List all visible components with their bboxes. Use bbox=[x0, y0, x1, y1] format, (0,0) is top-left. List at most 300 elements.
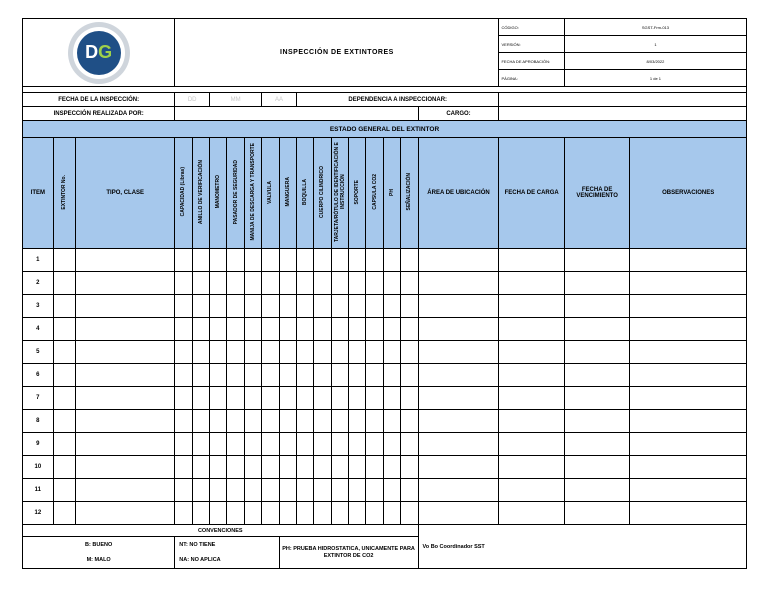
row-cell[interactable] bbox=[175, 433, 192, 456]
col-vencimiento: FECHA DE VENCIMIENTO bbox=[564, 138, 629, 249]
col-area: ÁREA DE UBICACIÓN bbox=[418, 138, 499, 249]
row-cell[interactable] bbox=[401, 295, 418, 318]
row-cell[interactable] bbox=[175, 272, 192, 295]
row-cell[interactable] bbox=[418, 502, 499, 525]
dependencia-label: DEPENDENCIA A INSPECCIONAR: bbox=[296, 93, 499, 107]
row-cell[interactable] bbox=[227, 249, 244, 272]
row-cell[interactable] bbox=[383, 387, 400, 410]
row-cell[interactable] bbox=[262, 318, 279, 341]
row-cell[interactable] bbox=[630, 479, 747, 502]
row-cell[interactable] bbox=[401, 479, 418, 502]
row-item-number: 9 bbox=[23, 433, 54, 456]
row-cell[interactable] bbox=[262, 249, 279, 272]
row-cell[interactable] bbox=[296, 502, 313, 525]
row-cell[interactable] bbox=[210, 295, 227, 318]
row-item-number: 5 bbox=[23, 341, 54, 364]
row-cell[interactable] bbox=[279, 249, 296, 272]
row-cell[interactable] bbox=[262, 456, 279, 479]
row-cell[interactable] bbox=[314, 410, 331, 433]
row-cell[interactable] bbox=[349, 410, 366, 433]
row-cell[interactable] bbox=[76, 295, 175, 318]
row-cell[interactable] bbox=[383, 295, 400, 318]
conv-nt: NT: NO TIENE bbox=[175, 537, 279, 553]
row-cell[interactable] bbox=[331, 249, 348, 272]
row-cell[interactable] bbox=[564, 364, 629, 387]
row-cell[interactable] bbox=[296, 249, 313, 272]
date-year-field[interactable]: AA bbox=[262, 93, 297, 107]
table-row bbox=[23, 341, 747, 364]
row-cell[interactable] bbox=[262, 272, 279, 295]
row-cell[interactable] bbox=[210, 410, 227, 433]
row-cell[interactable] bbox=[314, 272, 331, 295]
row-cell[interactable] bbox=[564, 318, 629, 341]
row-cell[interactable] bbox=[366, 249, 383, 272]
row-cell[interactable] bbox=[401, 364, 418, 387]
row-cell[interactable] bbox=[296, 341, 313, 364]
row-cell[interactable] bbox=[76, 341, 175, 364]
row-cell[interactable] bbox=[349, 318, 366, 341]
row-cell[interactable] bbox=[296, 456, 313, 479]
row-cell[interactable] bbox=[296, 387, 313, 410]
row-cell[interactable] bbox=[210, 479, 227, 502]
row-cell[interactable] bbox=[53, 387, 75, 410]
col-v4: MANIJA DE DESCARGA Y TRANSPORTE bbox=[244, 138, 261, 249]
section-title: ESTADO GENERAL DEL EXTINTOR bbox=[23, 121, 747, 138]
row-cell[interactable] bbox=[244, 410, 261, 433]
row-cell[interactable] bbox=[53, 364, 75, 387]
row-cell[interactable] bbox=[244, 318, 261, 341]
row-cell[interactable] bbox=[401, 272, 418, 295]
row-cell[interactable] bbox=[349, 341, 366, 364]
row-cell[interactable] bbox=[630, 433, 747, 456]
form-table bbox=[22, 18, 747, 569]
row-cell[interactable] bbox=[630, 272, 747, 295]
row-cell[interactable] bbox=[227, 502, 244, 525]
row-cell[interactable] bbox=[175, 502, 192, 525]
row-cell[interactable] bbox=[296, 479, 313, 502]
row-cell[interactable] bbox=[296, 364, 313, 387]
row-cell[interactable] bbox=[227, 364, 244, 387]
row-item-number: 12 bbox=[23, 502, 54, 525]
row-item-number: 3 bbox=[23, 295, 54, 318]
row-cell[interactable] bbox=[227, 433, 244, 456]
row-cell[interactable] bbox=[175, 249, 192, 272]
row-cell[interactable] bbox=[630, 249, 747, 272]
row-cell[interactable] bbox=[227, 387, 244, 410]
row-cell[interactable] bbox=[192, 502, 209, 525]
row-cell[interactable] bbox=[366, 341, 383, 364]
row-cell[interactable] bbox=[383, 456, 400, 479]
row-cell[interactable] bbox=[314, 433, 331, 456]
row-cell[interactable] bbox=[279, 387, 296, 410]
meta-label-page: PÁGINA: bbox=[499, 70, 564, 87]
row-cell[interactable] bbox=[314, 364, 331, 387]
row-cell[interactable] bbox=[499, 341, 564, 364]
row-cell[interactable] bbox=[279, 341, 296, 364]
row-cell[interactable] bbox=[630, 364, 747, 387]
row-cell[interactable] bbox=[76, 387, 175, 410]
row-cell[interactable] bbox=[53, 433, 75, 456]
col-observaciones: OBSERVACIONES bbox=[630, 138, 747, 249]
row-cell[interactable] bbox=[383, 364, 400, 387]
row-cell[interactable] bbox=[418, 295, 499, 318]
row-cell[interactable] bbox=[76, 249, 175, 272]
row-cell[interactable] bbox=[401, 341, 418, 364]
row-cell[interactable] bbox=[499, 502, 564, 525]
row-cell[interactable] bbox=[76, 433, 175, 456]
row-cell[interactable] bbox=[499, 364, 564, 387]
row-cell[interactable] bbox=[331, 502, 348, 525]
col-v5: VALVULA bbox=[262, 138, 279, 249]
row-cell[interactable] bbox=[53, 341, 75, 364]
row-cell[interactable] bbox=[244, 456, 261, 479]
row-cell[interactable] bbox=[564, 295, 629, 318]
col-v10: SOPORTE bbox=[349, 138, 366, 249]
meta-value-approval: 8/03/2022 bbox=[564, 53, 746, 70]
row-cell[interactable] bbox=[349, 433, 366, 456]
row-cell[interactable] bbox=[349, 295, 366, 318]
row-cell[interactable] bbox=[53, 272, 75, 295]
row-cell[interactable] bbox=[227, 341, 244, 364]
row-cell[interactable] bbox=[53, 456, 75, 479]
row-cell[interactable] bbox=[192, 479, 209, 502]
row-cell[interactable] bbox=[383, 410, 400, 433]
col-v7: BOQUILLA bbox=[296, 138, 313, 249]
row-cell[interactable] bbox=[262, 341, 279, 364]
row-cell[interactable] bbox=[76, 479, 175, 502]
row-cell[interactable] bbox=[192, 272, 209, 295]
col-v13: SEÑALIZACIÓN bbox=[401, 138, 418, 249]
row-cell[interactable] bbox=[418, 433, 499, 456]
row-cell[interactable] bbox=[418, 387, 499, 410]
row-cell[interactable] bbox=[244, 502, 261, 525]
row-cell[interactable] bbox=[279, 272, 296, 295]
row-cell[interactable] bbox=[210, 341, 227, 364]
row-cell[interactable] bbox=[331, 318, 348, 341]
row-cell[interactable] bbox=[210, 318, 227, 341]
row-cell[interactable] bbox=[630, 295, 747, 318]
table-row bbox=[23, 456, 747, 479]
row-cell[interactable] bbox=[262, 502, 279, 525]
row-cell[interactable] bbox=[76, 410, 175, 433]
row-cell[interactable] bbox=[192, 456, 209, 479]
row-item-number: 10 bbox=[23, 456, 54, 479]
row-cell[interactable] bbox=[401, 410, 418, 433]
meta-value-page: 1 de 1 bbox=[564, 70, 746, 87]
col-v8: CUERPO CILINDRICO bbox=[314, 138, 331, 249]
table-row bbox=[23, 272, 747, 295]
row-cell[interactable] bbox=[279, 295, 296, 318]
row-cell[interactable] bbox=[418, 364, 499, 387]
row-cell[interactable] bbox=[366, 364, 383, 387]
col-v12: PH bbox=[383, 138, 400, 249]
row-cell[interactable] bbox=[331, 456, 348, 479]
row-cell[interactable] bbox=[192, 364, 209, 387]
row-cell[interactable] bbox=[314, 502, 331, 525]
row-cell[interactable] bbox=[401, 502, 418, 525]
row-cell[interactable] bbox=[366, 479, 383, 502]
row-cell[interactable] bbox=[331, 433, 348, 456]
row-cell[interactable] bbox=[564, 249, 629, 272]
row-cell[interactable] bbox=[296, 410, 313, 433]
row-cell[interactable] bbox=[210, 387, 227, 410]
row-cell[interactable] bbox=[244, 387, 261, 410]
row-cell[interactable] bbox=[53, 410, 75, 433]
conv-na: NA: NO APLICA bbox=[175, 553, 279, 569]
row-cell[interactable] bbox=[366, 433, 383, 456]
row-cell[interactable] bbox=[366, 295, 383, 318]
row-cell[interactable] bbox=[210, 364, 227, 387]
row-cell[interactable] bbox=[499, 318, 564, 341]
row-cell[interactable] bbox=[192, 387, 209, 410]
row-cell[interactable] bbox=[418, 341, 499, 364]
row-cell[interactable] bbox=[418, 479, 499, 502]
row-cell[interactable] bbox=[210, 456, 227, 479]
row-cell[interactable] bbox=[262, 410, 279, 433]
row-cell[interactable] bbox=[244, 272, 261, 295]
row-cell[interactable] bbox=[244, 249, 261, 272]
row-cell[interactable] bbox=[210, 249, 227, 272]
row-cell[interactable] bbox=[262, 295, 279, 318]
row-cell[interactable] bbox=[244, 364, 261, 387]
row-cell[interactable] bbox=[192, 341, 209, 364]
row-cell[interactable] bbox=[227, 272, 244, 295]
form-title: INSPECCIÓN DE EXTINTORES bbox=[175, 19, 499, 87]
meta-label-code: CÓDIGO: bbox=[499, 19, 564, 36]
row-cell[interactable] bbox=[401, 433, 418, 456]
meta-label-approval: FECHA DE APROBACIÓN: bbox=[499, 53, 564, 70]
dependencia-field[interactable] bbox=[499, 93, 747, 107]
conventions-title: CONVENCIONES bbox=[23, 525, 419, 537]
row-cell[interactable] bbox=[262, 364, 279, 387]
row-cell[interactable] bbox=[630, 410, 747, 433]
row-cell[interactable] bbox=[401, 456, 418, 479]
row-cell[interactable] bbox=[366, 387, 383, 410]
row-cell[interactable] bbox=[192, 410, 209, 433]
row-cell[interactable] bbox=[175, 295, 192, 318]
row-cell[interactable] bbox=[349, 456, 366, 479]
conv-ph: PH: PRUEBA HIDROSTATICA, UNICAMENTE PARA EXTINTOR DE CO2 bbox=[279, 537, 418, 569]
row-cell[interactable] bbox=[227, 410, 244, 433]
row-cell[interactable] bbox=[314, 479, 331, 502]
row-cell[interactable] bbox=[279, 433, 296, 456]
row-cell[interactable] bbox=[564, 387, 629, 410]
table-row bbox=[23, 295, 747, 318]
row-cell[interactable] bbox=[366, 410, 383, 433]
row-cell[interactable] bbox=[331, 479, 348, 502]
row-cell[interactable] bbox=[175, 456, 192, 479]
row-cell[interactable] bbox=[296, 318, 313, 341]
row-cell[interactable] bbox=[366, 456, 383, 479]
table-row bbox=[23, 410, 747, 433]
row-cell[interactable] bbox=[227, 456, 244, 479]
row-cell[interactable] bbox=[630, 387, 747, 410]
realizada-field[interactable] bbox=[175, 107, 418, 121]
row-cell[interactable] bbox=[227, 295, 244, 318]
row-cell[interactable] bbox=[349, 364, 366, 387]
row-cell[interactable] bbox=[227, 479, 244, 502]
row-cell[interactable] bbox=[262, 387, 279, 410]
table-row bbox=[23, 433, 747, 456]
row-cell[interactable] bbox=[366, 318, 383, 341]
row-cell[interactable] bbox=[564, 272, 629, 295]
row-cell[interactable] bbox=[383, 433, 400, 456]
row-cell[interactable] bbox=[175, 387, 192, 410]
row-item-number: 4 bbox=[23, 318, 54, 341]
row-cell[interactable] bbox=[499, 433, 564, 456]
col-v9: TARJETA/RÓTULO DE IDENTIFICACIÓN E INSTRUCCIÓN bbox=[331, 138, 348, 249]
row-cell[interactable] bbox=[499, 456, 564, 479]
date-month-field[interactable]: MM bbox=[210, 93, 262, 107]
date-label: FECHA DE LA INSPECCIÓN: bbox=[23, 93, 175, 107]
row-cell[interactable] bbox=[53, 479, 75, 502]
row-cell[interactable] bbox=[244, 341, 261, 364]
row-cell[interactable] bbox=[499, 479, 564, 502]
row-cell[interactable] bbox=[53, 295, 75, 318]
row-cell[interactable] bbox=[244, 479, 261, 502]
col-v11: CAPSULA CO2 bbox=[366, 138, 383, 249]
row-cell[interactable] bbox=[418, 318, 499, 341]
logo-cell bbox=[23, 19, 175, 87]
row-cell[interactable] bbox=[279, 456, 296, 479]
row-cell[interactable] bbox=[279, 318, 296, 341]
row-cell[interactable] bbox=[53, 318, 75, 341]
row-cell[interactable] bbox=[331, 364, 348, 387]
row-cell[interactable] bbox=[210, 502, 227, 525]
row-cell[interactable] bbox=[418, 249, 499, 272]
row-cell[interactable] bbox=[499, 387, 564, 410]
row-cell[interactable] bbox=[630, 318, 747, 341]
row-cell[interactable] bbox=[564, 410, 629, 433]
row-cell[interactable] bbox=[314, 295, 331, 318]
row-cell[interactable] bbox=[383, 479, 400, 502]
row-cell[interactable] bbox=[418, 410, 499, 433]
row-cell[interactable] bbox=[76, 502, 175, 525]
row-cell[interactable] bbox=[499, 249, 564, 272]
realizada-label: INSPECCIÓN REALIZADA POR: bbox=[23, 107, 175, 121]
row-cell[interactable] bbox=[192, 433, 209, 456]
row-cell[interactable] bbox=[76, 318, 175, 341]
row-cell[interactable] bbox=[279, 502, 296, 525]
row-cell[interactable] bbox=[296, 295, 313, 318]
table-row bbox=[23, 318, 747, 341]
conv-m: M: MALO bbox=[23, 553, 175, 569]
row-cell[interactable] bbox=[262, 433, 279, 456]
row-cell[interactable] bbox=[366, 502, 383, 525]
row-cell[interactable] bbox=[279, 364, 296, 387]
row-cell[interactable] bbox=[227, 318, 244, 341]
row-cell[interactable] bbox=[331, 410, 348, 433]
row-cell[interactable] bbox=[331, 272, 348, 295]
row-cell[interactable] bbox=[499, 295, 564, 318]
row-cell[interactable] bbox=[564, 479, 629, 502]
row-cell[interactable] bbox=[564, 433, 629, 456]
col-v6: MANGUERA bbox=[279, 138, 296, 249]
row-cell[interactable] bbox=[383, 318, 400, 341]
row-cell[interactable] bbox=[349, 502, 366, 525]
date-day-field[interactable]: DD bbox=[175, 93, 210, 107]
row-cell[interactable] bbox=[192, 295, 209, 318]
row-cell[interactable] bbox=[53, 502, 75, 525]
row-cell[interactable] bbox=[262, 479, 279, 502]
row-cell[interactable] bbox=[76, 272, 175, 295]
row-cell[interactable] bbox=[279, 410, 296, 433]
row-cell[interactable] bbox=[175, 341, 192, 364]
row-cell[interactable] bbox=[244, 295, 261, 318]
row-cell[interactable] bbox=[418, 456, 499, 479]
cargo-field[interactable] bbox=[499, 107, 747, 121]
table-row bbox=[23, 502, 747, 525]
row-cell[interactable] bbox=[383, 502, 400, 525]
row-cell[interactable] bbox=[401, 318, 418, 341]
row-cell[interactable] bbox=[349, 479, 366, 502]
row-cell[interactable] bbox=[564, 456, 629, 479]
row-item-number: 6 bbox=[23, 364, 54, 387]
row-cell[interactable] bbox=[630, 456, 747, 479]
row-cell[interactable] bbox=[314, 341, 331, 364]
row-cell[interactable] bbox=[383, 341, 400, 364]
row-cell[interactable] bbox=[383, 249, 400, 272]
inspection-form bbox=[22, 18, 747, 569]
row-cell[interactable] bbox=[349, 387, 366, 410]
row-cell[interactable] bbox=[418, 272, 499, 295]
row-item-number: 11 bbox=[23, 479, 54, 502]
row-cell[interactable] bbox=[192, 318, 209, 341]
row-cell[interactable] bbox=[366, 272, 383, 295]
row-cell[interactable] bbox=[279, 479, 296, 502]
row-cell[interactable] bbox=[331, 341, 348, 364]
row-item-number: 7 bbox=[23, 387, 54, 410]
row-cell[interactable] bbox=[630, 341, 747, 364]
row-cell[interactable] bbox=[244, 433, 261, 456]
row-cell[interactable] bbox=[175, 364, 192, 387]
row-cell[interactable] bbox=[192, 249, 209, 272]
row-cell[interactable] bbox=[499, 410, 564, 433]
row-cell[interactable] bbox=[630, 502, 747, 525]
row-cell[interactable] bbox=[210, 433, 227, 456]
col-v1: ANILLO DE VERIFICACIÓN bbox=[192, 138, 209, 249]
row-cell[interactable] bbox=[499, 272, 564, 295]
row-cell[interactable] bbox=[53, 249, 75, 272]
row-cell[interactable] bbox=[401, 387, 418, 410]
row-cell[interactable] bbox=[349, 272, 366, 295]
vobo-cell bbox=[418, 525, 746, 569]
row-cell[interactable] bbox=[76, 456, 175, 479]
row-cell[interactable] bbox=[331, 295, 348, 318]
table-row bbox=[23, 364, 747, 387]
col-tipo: TIPO, CLASE bbox=[76, 138, 175, 249]
row-cell[interactable] bbox=[383, 272, 400, 295]
table-row bbox=[23, 387, 747, 410]
row-cell[interactable] bbox=[175, 479, 192, 502]
row-cell[interactable] bbox=[314, 456, 331, 479]
row-cell[interactable] bbox=[314, 249, 331, 272]
row-cell[interactable] bbox=[314, 318, 331, 341]
row-cell[interactable] bbox=[349, 249, 366, 272]
row-cell[interactable] bbox=[175, 410, 192, 433]
row-cell[interactable] bbox=[76, 364, 175, 387]
row-cell[interactable] bbox=[175, 318, 192, 341]
row-cell[interactable] bbox=[564, 341, 629, 364]
row-cell[interactable] bbox=[564, 502, 629, 525]
row-cell[interactable] bbox=[296, 433, 313, 456]
row-cell[interactable] bbox=[210, 272, 227, 295]
meta-value-code: SGST-Frm-013 bbox=[564, 19, 746, 36]
row-cell[interactable] bbox=[331, 387, 348, 410]
row-cell[interactable] bbox=[401, 249, 418, 272]
row-cell[interactable] bbox=[314, 387, 331, 410]
row-cell[interactable] bbox=[296, 272, 313, 295]
